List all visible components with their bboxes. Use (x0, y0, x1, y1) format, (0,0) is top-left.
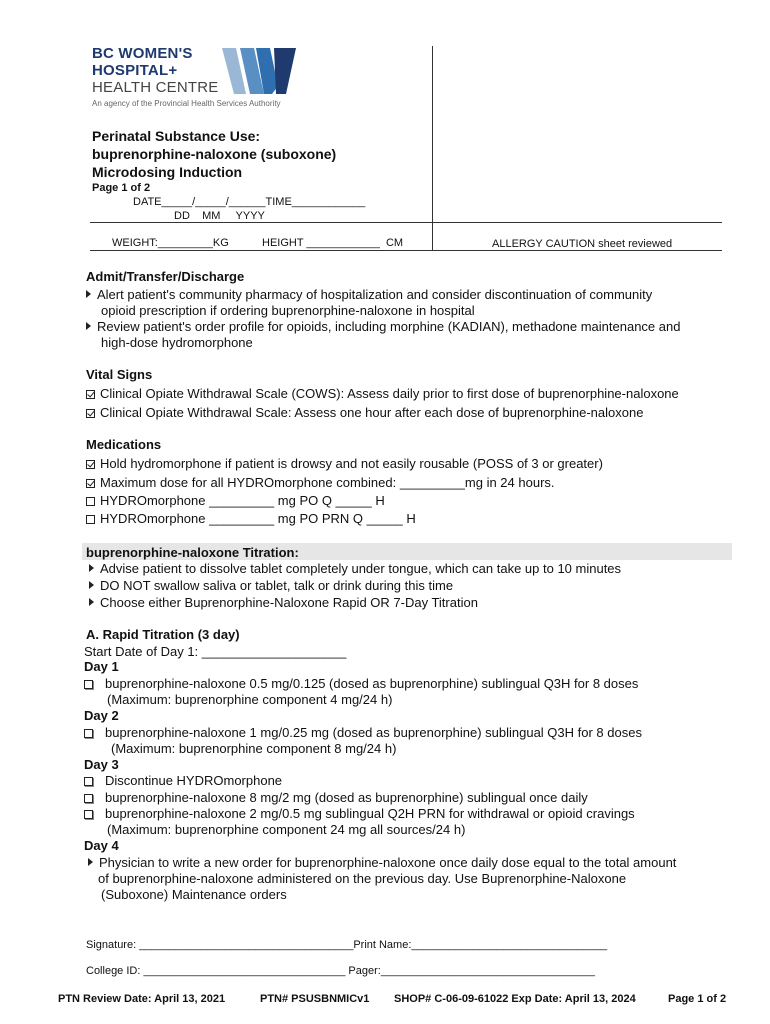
footer-page-number: Page 1 of 2 (668, 993, 727, 1005)
section-heading-titration: buprenorphine-naloxone Titration: (86, 545, 299, 560)
signature-field[interactable]: Signature: ___________________________________Print Name:________________________________ (86, 939, 608, 951)
bullet-arrow-icon (86, 322, 91, 330)
day-4-order-cont: (Suboxone) Maintenance orders (101, 887, 287, 902)
checkbox-checked[interactable] (86, 460, 95, 469)
footer-shop-number: SHOP# C-06-09-61022 Exp Date: April 13, 2024 (394, 993, 636, 1005)
checkbox[interactable] (84, 777, 93, 786)
logo-text-line2: HOSPITAL+ (92, 62, 178, 79)
logo-text-line3: HEALTH CENTRE (92, 79, 219, 96)
admit-item-cont: opioid prescription if ordering buprenorphine-naloxone in hospital (101, 303, 475, 318)
checkbox-checked[interactable] (86, 409, 95, 418)
rule (90, 222, 722, 223)
day-4-order-cont: of buprenorphine-naloxone administered on the previous day. Use Buprenorphine-Naloxone (98, 871, 627, 886)
start-date-field[interactable]: Start Date of Day 1: ____________________ (84, 644, 347, 659)
titration-item: DO NOT swallow saliva or tablet, talk or drink during this time (89, 578, 453, 593)
checkbox[interactable] (84, 729, 93, 738)
footer-ptn-number: PTN# PSUSBNMICv1 (260, 993, 370, 1005)
bullet-arrow-icon (86, 290, 91, 298)
day-1-maximum: (Maximum: buprenorphine component 4 mg/24 h) (107, 692, 393, 707)
checkbox[interactable] (84, 794, 93, 803)
height-field[interactable]: HEIGHT ____________ CM (262, 237, 404, 249)
titration-item: Choose either Buprenorphine-Naloxone Rapid OR 7-Day Titration (89, 595, 478, 610)
footer-review-date: PTN Review Date: April 13, 2021 (58, 993, 226, 1005)
day-3-heading: Day 3 (84, 757, 119, 772)
section-heading-rapid-titration: A. Rapid Titration (3 day) (86, 627, 240, 642)
day-2-order: buprenorphine-naloxone 1 mg/0.25 mg (dosed as buprenorphine) sublingual Q3H for 8 doses (84, 725, 642, 740)
checkbox[interactable] (84, 680, 93, 689)
section-heading-admit: Admit/Transfer/Discharge (86, 269, 245, 284)
medication-item: Maximum dose for all HYDROmorphone combined: _________mg in 24 hours. (86, 475, 555, 490)
bullet-arrow-icon (89, 598, 94, 606)
day-1-heading: Day 1 (84, 659, 119, 674)
medication-item: HYDROmorphone _________ mg PO Q _____ H (86, 493, 385, 508)
checkbox[interactable] (86, 497, 95, 506)
day-3-order: buprenorphine-naloxone 2 mg/0.5 mg sublingual Q2H PRN for withdrawal or opioid cravings (84, 806, 635, 821)
w-logo-mark-icon (222, 46, 298, 96)
rule (90, 250, 722, 251)
page-indicator: Page 1 of 2 (92, 182, 151, 194)
day-4-heading: Day 4 (84, 838, 119, 853)
medication-item: HYDROmorphone _________ mg PO PRN Q _____ H (86, 511, 416, 526)
checkbox-checked[interactable] (86, 479, 95, 488)
form-title-line2: buprenorphine-naloxone (suboxone) (92, 146, 337, 162)
logo-agency: An agency of the Provincial Health Services Authority (92, 99, 281, 108)
bullet-arrow-icon (89, 564, 94, 572)
form-title-line1: Perinatal Substance Use: (92, 128, 261, 144)
vitals-item: Clinical Opiate Withdrawal Scale (COWS): Assess daily prior to first dose of buprenorphine-naloxone (86, 386, 679, 401)
checkbox[interactable] (84, 810, 93, 819)
date-time-field[interactable]: DATE_____/_____/______TIME____________ (133, 196, 366, 208)
day-2-maximum: (Maximum: buprenorphine component 8 mg/24 h) (111, 741, 397, 756)
admit-item: Alert patient's community pharmacy of hospitalization and consider discontinuation of community (86, 287, 652, 302)
medication-item: Hold hydromorphone if patient is drowsy and not easily rousable (POSS of 3 or greater) (86, 456, 603, 471)
vitals-item: Clinical Opiate Withdrawal Scale: Assess one hour after each dose of buprenorphine-naloxone (86, 405, 643, 420)
checkbox-checked[interactable] (86, 390, 95, 399)
day-3-maximum: (Maximum: buprenorphine component 24 mg all sources/24 h) (107, 822, 466, 837)
weight-field[interactable]: WEIGHT:_________KG (112, 237, 229, 249)
day-1-order: buprenorphine-naloxone 0.5 mg/0.125 (dosed as buprenorphine) sublingual Q3H for 8 doses (84, 676, 638, 691)
section-heading-vitals: Vital Signs (86, 367, 153, 382)
college-id-field[interactable]: College ID: _________________________________ Pager:___________________________________ (86, 965, 595, 977)
titration-item: Advise patient to dissolve tablet completely under tongue, which can take up to 10 minutes (89, 561, 621, 576)
bullet-arrow-icon (89, 581, 94, 589)
day-4-order: Physician to write a new order for buprenorphine-naloxone once daily dose equal to the total amount (88, 855, 676, 870)
day-2-heading: Day 2 (84, 708, 119, 723)
date-format-hint: DD MM YYYY (174, 210, 265, 222)
bullet-arrow-icon (88, 858, 93, 866)
form-title-line3: Microdosing Induction (92, 164, 243, 180)
allergy-caution: ALLERGY CAUTION sheet reviewed (492, 238, 673, 250)
logo-text-line1: BC WOMEN'S (92, 45, 193, 62)
section-heading-medications: Medications (86, 437, 162, 452)
day-3-order: buprenorphine-naloxone 8 mg/2 mg (dosed as buprenorphine) sublingual once daily (84, 790, 588, 805)
day-3-order: Discontinue HYDROmorphone (84, 773, 282, 788)
admit-item: Review patient's order profile for opioids, including morphine (KADIAN), methadone maintenance and (86, 319, 680, 334)
admit-item-cont: high-dose hydromorphone (101, 335, 253, 350)
checkbox[interactable] (86, 515, 95, 524)
header-divider (432, 46, 433, 250)
